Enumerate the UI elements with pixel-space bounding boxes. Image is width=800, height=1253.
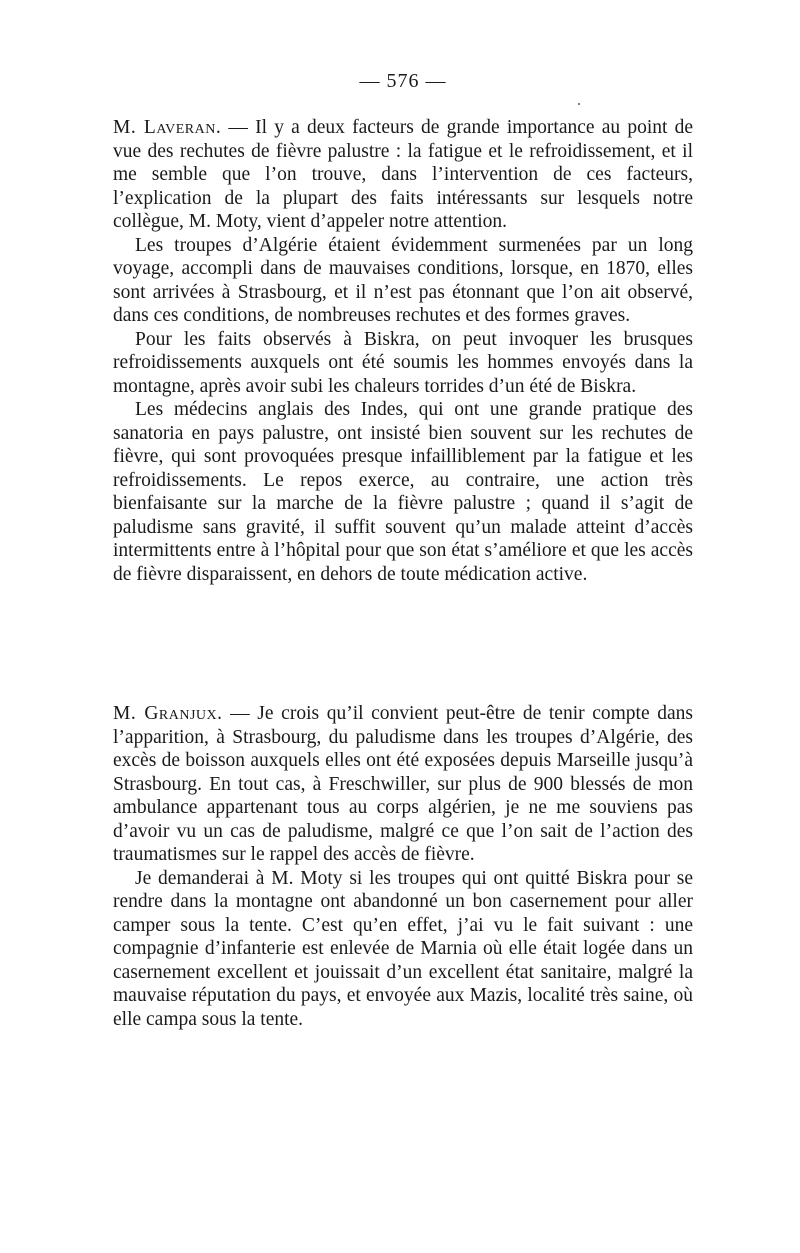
speaker-name: M. Granjux.	[113, 703, 223, 724]
paragraph: Les troupes d’Algérie étaient évidemment surmenées par un long voyage, accompli dans de mauvaises conditions, lorsque, en 1870, elles sont arrivées à Strasbourg, et il n’est pas étonnant que l’on ait observé, dans ces conditions, de nombreuses rechutes et des formes graves.	[113, 234, 693, 326]
paragraph: Les médecins anglais des Indes, qui ont une grande pratique des sanatoria en pays palustre, ont insisté bien souvent sur les rechutes de fièvre, qui sont provoquées presque infailliblement par la fatigue et les refroidissements. Le repos exerce, au contraire, une action très bienfaisante sur la marche de la fièvre palustre ; quand il s’agit de paludisme sans gravité, il suffit souvent qu’un malade atteint d’accès intermittents entre à l’hôpital pour que son état s’améliore et que les accès de fièvre disparaissent, en dehors de toute médication active.	[113, 399, 693, 585]
page-number: — 576 —	[359, 70, 447, 92]
paragraph: Pour les faits observés à Biskra, on peut invoquer les brusques refroidissements auxquels ont été soumis les hommes envoyés dans la montagne, après avoir subi les chaleurs torrides d’un été de Biskra.	[113, 328, 693, 397]
paragraph: Je demanderai à M. Moty si les troupes qui ont quitté Biskra pour se rendre dans la montagne ont abandonné un bon casernement pour aller camper sous la tente. C’est qu’en effet, j’ai vu le fait suivant : une compagnie d’infanterie est enlevée de Marnia où elle était logée dans un casernement excellent et jouissait d’un excellent état sanitaire, malgré la mauvaise réputation du pays, et envoyée aux Mazis, localité très saine, où elle campa sous la tente.	[113, 867, 693, 1030]
paragraph	[113, 116, 693, 234]
page-speck	[578, 103, 580, 105]
speaker-name: M. Laveran.	[113, 117, 222, 138]
granjux-remarks	[113, 702, 693, 1031]
paragraph-text: — Je crois qu’il convient peut-être de tenir compte dans l’apparition, à Strasbourg, du paludisme dans les troupes d’Algérie, des excès de boisson auxquels elles ont été exposées depuis Marseille jusqu’à Strasbourg. En tout cas, à Freschwiller, sur plus de 900 blessés de mon ambulance appartenant tous au corps algérien, je ne me souviens pas d’avoir vu un cas de paludisme, malgré ce que l’on sait de l’action des traumatismes sur le rappel des accès de fièvre.	[113, 703, 693, 865]
laveran-remarks	[113, 116, 693, 586]
paragraph-text: — Il y a deux facteurs de grande importance au point de vue des rechutes de fièvre palustre : la fatigue et le refroidissement, et il me semble que l’on trouve, dans l’intervention de ces facteurs, l’explication de la plupart des faits intéressants sur lesquels notre collègue, M. Moty, vient d’appeler notre attention.	[113, 117, 694, 232]
paragraph	[113, 702, 693, 867]
